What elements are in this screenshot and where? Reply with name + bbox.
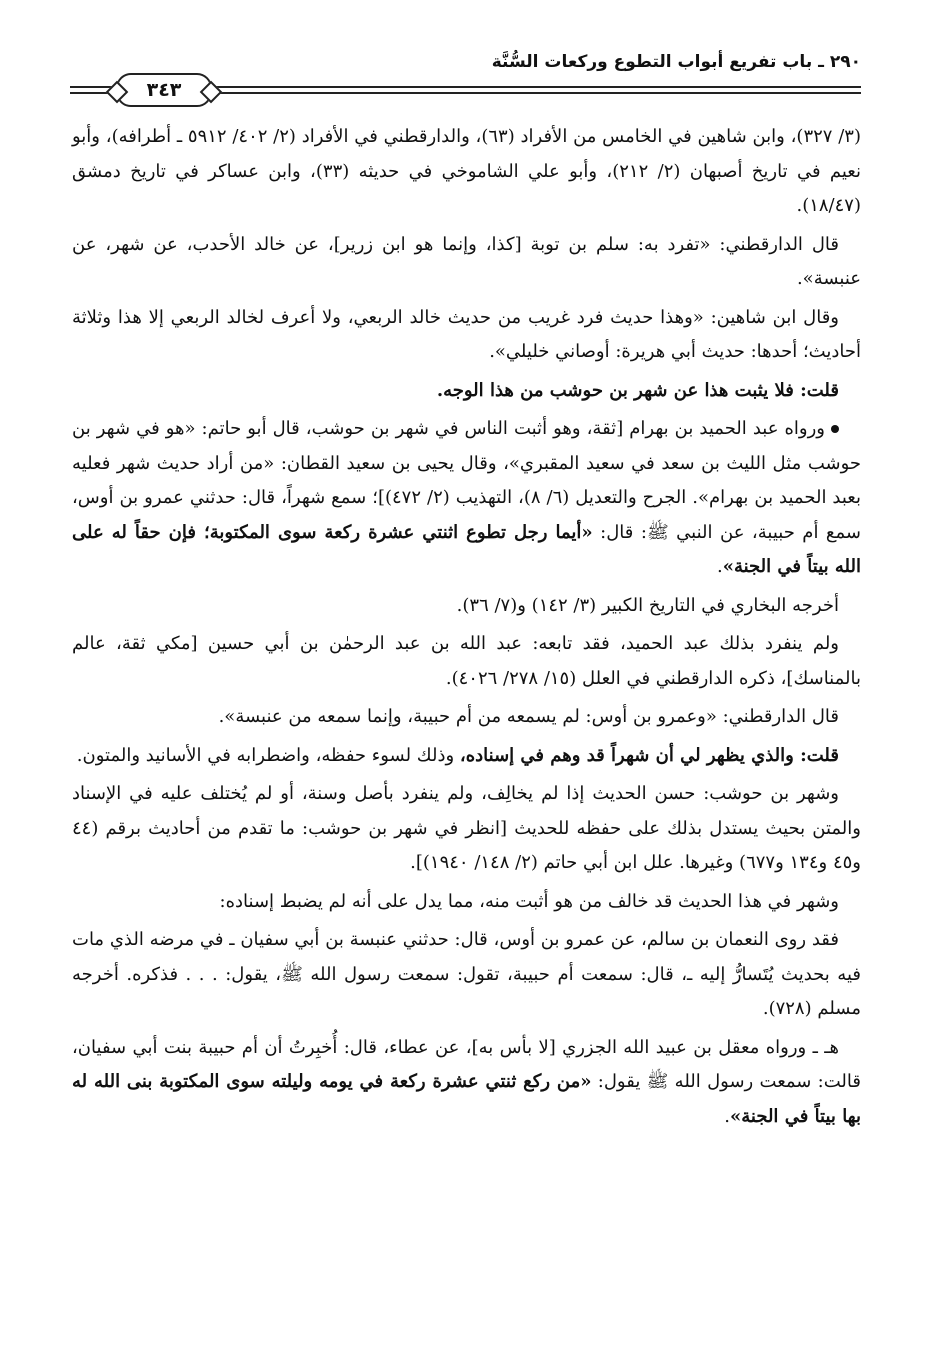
paragraph bbox=[72, 228, 861, 297]
text-segment: ورواه عبد الحميد بن بهرام [ثقة، وهو أثبت الناس في شهر بن حوشب، قال أبو حاتم: «هو في شهر بن حوشب مثل الليث بن سعد في سعيد المقبري»، وقال يحيى بن سعيد القطان: «من أراد حديث شهر فعليه بعبد الحميد بن بهرام». الجرح والتعديل (٦/ ٨)، التهذيب (٢/ ٤٧٢)]؛ سمع شهراً، قال: حدثني عمرو بن أوس، سمع أم حبيبة، عن النبي ﷺ: قال: bbox=[72, 418, 862, 543]
text-segment: وشهر في هذا الحديث قد خالف من هو أثبت منه، مما يدل على أنه لم يضبط إسناده: bbox=[219, 890, 839, 912]
paragraph bbox=[72, 412, 861, 585]
text-segment: فقد روى النعمان بن سالم، عن عمرو بن أوس، قال: حدثني عنبسة بن أبي سفيان ـ في مرضه الذي مات فيه بحديث يُتَسارُّ إليه ـ، قال: سمعت أم حبيبة، تقول: سمعت رسول الله ﷺ، يقول: . . . فذكره. أخرجه مسلم (٧٢٨). bbox=[72, 929, 861, 1019]
text-segment: (٣/ ٣٢٧)، وابن شاهين في الخامس من الأفراد (٦٣)، والدارقطني في الأفراد (٢/ ٤٠٢/ ٥٩١٢ ـ أطرافه)، وأبو نعيم في تاريخ أصبهان (٢/ ٢١٢)، وأبو علي الشاموخي في حديثه (٣٣)، وابن عساكر في تاريخ دمشق (١٨/٤٧). bbox=[72, 126, 862, 216]
bold-text: قلت: والذي يظهر لي أن شهراً قد وهم في إسناده، bbox=[459, 744, 839, 766]
text-segment: وشهر بن حوشب: حسن الحديث إذا لم يخالِف، ولم ينفرد بأصل وسنة، أو لم يُختلف عليه في الإسناد والمتن بحيث يستدل بذلك على حفظه للحديث [انظر في شهر بن حوشب: ما تقدم من أحاديث برقم (٤٤ و٤٥ و١٣٤ و٦٧٧) وغيرها. علل ابن أبي حاتم (٢/ ١٤٨/ ١٩٤٠)]. bbox=[72, 783, 861, 873]
bold-text: «من ركع ثنتي عشرة ركعة في يومه وليلته سوى المكتوبة بنى الله له بها بيتاً في الجنة» bbox=[72, 1071, 861, 1127]
paragraph bbox=[72, 589, 861, 624]
paragraph bbox=[72, 700, 861, 735]
running-title: ٢٩٠ ـ باب تفريع أبواب التطوع وركعات السُّنَّة bbox=[491, 52, 861, 72]
text-segment: . bbox=[724, 1105, 730, 1127]
bold-text: قلت: فلا يثبت هذا عن شهر بن حوشب من هذا الوجه. bbox=[436, 379, 839, 401]
text-segment: هـ ـ ورواه معقل بن عبيد الله الجزري [لا بأس به]، عن عطاء، قال: أُخبِرتُ أن أم حبيبة بنت أبي سفيان، قالت: سمعت رسول الله ﷺ يقول: bbox=[72, 1036, 861, 1092]
page-number-badge: ٣٤٣ bbox=[116, 73, 212, 107]
text-segment: ولم ينفرد بذلك عبد الحميد، فقد تابعه: عبد الله بن عبد الرحمٰن بن أبي حسين [مكي ثقة، عالم بالمناسك]، ذكره الدارقطني في العلل (١٥/ ٢٧٨/ ٤٠٢٦). bbox=[72, 633, 861, 689]
paragraph bbox=[72, 739, 861, 774]
page-header bbox=[70, 52, 861, 102]
paragraph bbox=[72, 120, 861, 224]
text-segment: قال الدارقطني: «وعمرو بن أوس: لم يسمعه من أم حبيبة، وإنما سمعه من عنبسة». bbox=[218, 706, 839, 727]
text-segment: قال الدارقطني: «تفرد به: سلم بن توبة [كذا، وإنما هو ابن زرير]، عن خالد الأحدب، عن شهر، عن عنبسة». bbox=[72, 233, 861, 289]
paragraph bbox=[72, 627, 861, 696]
text-segment: وقال ابن شاهين: «وهذا حديث فرد غريب من حديث خالد الربعي، ولا أعرف لخالد الربعي إلا هذا وثلاثة أحاديث؛ أحدها: حديث أبي هريرة: أوصاني خليلي». bbox=[72, 306, 861, 362]
text-segment: أخرجه البخاري في التاريخ الكبير (٣/ ١٤٢) و(٧/ ٣٦). bbox=[456, 594, 839, 616]
paragraph bbox=[72, 923, 861, 1027]
text-segment: . bbox=[716, 556, 723, 577]
page-body bbox=[72, 120, 861, 1138]
paragraph bbox=[72, 777, 861, 881]
paragraph bbox=[72, 374, 861, 409]
paragraph bbox=[72, 301, 861, 370]
paragraph bbox=[72, 1031, 861, 1135]
text-segment: وذلك لسوء حفظه، واضطرابه في الأسانيد والمتون. bbox=[76, 744, 460, 766]
bold-text: «أيما رجل تطوع اثنتي عشرة ركعة سوى المكتوبة؛ فإن حقاً له على الله بيتاً في الجنة» bbox=[72, 521, 861, 577]
bullet-icon bbox=[831, 425, 839, 433]
paragraph bbox=[72, 885, 861, 920]
